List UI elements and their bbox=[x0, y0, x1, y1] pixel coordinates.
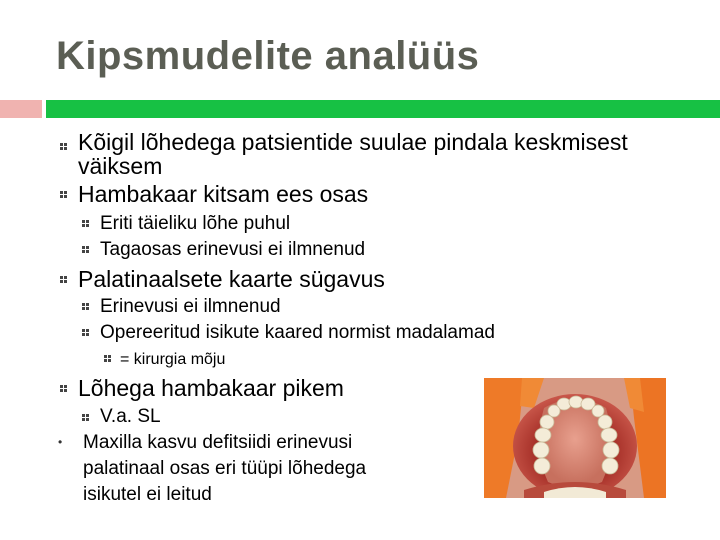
square-bullet-icon bbox=[82, 246, 89, 253]
bullet-3: Palatinaalsete kaarte sügavus bbox=[78, 266, 385, 292]
bullet-4: Lõhega hambakaar pikem bbox=[78, 375, 344, 401]
round-bullet: • bbox=[58, 435, 63, 449]
square-bullet-icon bbox=[60, 143, 67, 150]
accent-bar-left bbox=[0, 100, 42, 118]
bullet-3-1: Erinevusi ei ilmnenud bbox=[100, 296, 281, 317]
bullet-5-line-3: isikutel ei leitud bbox=[83, 484, 212, 505]
square-bullet-icon bbox=[82, 303, 89, 310]
dental-arch-photo bbox=[484, 378, 666, 498]
bullet-2: Hambakaar kitsam ees osas bbox=[78, 181, 369, 207]
bullet-3-2-1: = kirurgia mõju bbox=[120, 351, 226, 368]
square-bullet-icon bbox=[82, 220, 89, 227]
slide-title: Kipsmudelite analüüs bbox=[56, 34, 480, 78]
square-bullet-icon bbox=[60, 276, 67, 283]
square-bullet-icon bbox=[104, 355, 111, 362]
bullet-4-1: V.a. SL bbox=[100, 406, 161, 427]
square-bullet-icon bbox=[60, 385, 67, 392]
square-bullet-icon bbox=[60, 191, 67, 198]
square-bullet-icon bbox=[82, 414, 89, 421]
bullet-5-line-2: palatinaal osas eri tüüpi lõhedega bbox=[83, 458, 367, 479]
bullet-5-line-1: Maxilla kasvu defitsiidi erinevusi bbox=[83, 432, 353, 453]
bullet-1-line-2: väiksem bbox=[78, 153, 163, 179]
accent-bar-right bbox=[46, 100, 720, 118]
bullet-2-1: Eriti täieliku lõhe puhul bbox=[100, 213, 291, 234]
bullet-1-line-1: Kõigil lõhedega patsientide suulae pindala keskmisest bbox=[78, 129, 628, 155]
square-bullet-icon bbox=[82, 329, 89, 336]
bullet-3-2: Opereeritud isikute kaared normist madalamad bbox=[100, 322, 495, 343]
bullet-2-2: Tagaosas erinevusi ei ilmnenud bbox=[100, 239, 366, 260]
